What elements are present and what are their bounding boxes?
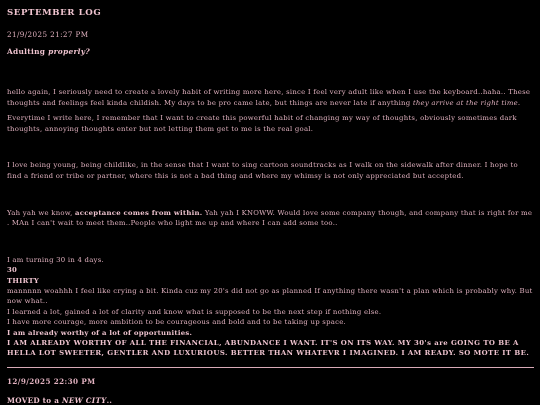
courage-line: I have more courage, more ambition to be courageous and bold and to be taking up space.: [7, 318, 346, 327]
log-entry: [7, 30, 533, 359]
entry-heading-prefix: Adulting: [7, 47, 49, 56]
entry-heading: [7, 396, 533, 405]
abundance-affirmation: I AM ALREADY WORTHY OF ALL THE FINANCIAL, ABUNDANCE I WANT. IT'S ON ITS WAY. MY 30's are GOING TO BE A HELLA LOT SWEETER, GENTLER AND LUXURIOUS. BETTER THAN WHATEVR I IMAGINED. I AM READY. SO MOTE IT BE.: [7, 339, 530, 358]
log-page: [7, 8, 533, 405]
paragraph-1-text: hello again, I seriously need to create a lovely habit of writing more here, since I feel very adult like when I use the keyboard..haha.. These thoughts and feelings feel kinda childish. My days to be pro came late, but things are never late if anything: [7, 88, 531, 107]
entry-paragraph-4: [7, 208, 533, 229]
thirty-word: THIRTY: [7, 276, 40, 285]
entry-heading: [7, 47, 533, 56]
learned-line: I learned a lot, gained a lot of clarity and know what is supposed to be the next step if nothing else.: [7, 307, 382, 316]
moved-emphasis: NEW CITY: [61, 395, 107, 405]
entry-paragraph-2: Everytime I write here, I remember that I want to create this powerful habit of changing my way of thoughts, obviously sometimes dark thoughts, annoying thoughts enter but not letting them get to me is the real goal.: [7, 114, 517, 133]
entry-heading-emphasis: properly?: [48, 47, 91, 56]
entry-date: 21/9/2025 21:27 PM: [7, 30, 89, 39]
entry-divider: [7, 367, 534, 368]
paragraph-4-post: Yah yah I KNOWW. Would love some company though, and company that is right for me . MAn I can't wait to meet them..People who light me up and where I can add some too..: [7, 208, 533, 228]
worthy-line: I am already worthy of a lot of opportunities.: [7, 328, 193, 337]
moved-prefix: MOVED to a: [7, 395, 62, 405]
log-entry: [7, 377, 533, 405]
moved-suffix: ..: [106, 395, 113, 405]
entry-paragraph-3: I love being young, being childlike, in the sense that I want to sing cartoon soundtracks as I walk on the sidewalk after dinner. I hope to find a friend or tribe or partner, where this is not a bad thing and where my whimsy is not only appreciated but accepted.: [7, 161, 518, 180]
paragraph-4-pre: Yah yah we know,: [7, 208, 76, 217]
thirty-number: 30: [7, 266, 18, 275]
page-title: SEPTEMBER LOG: [7, 8, 102, 18]
turning-line: I am turning 30 in 4 days.: [7, 255, 104, 264]
crying-line: mannnnn woahhh I feel like crying a bit. Kinda cuz my 20's did not go as planned If anything there wasn't a plan which is probably why. But now what..: [7, 286, 533, 306]
paragraph-4-strong: acceptance comes from within.: [75, 208, 203, 217]
entry-paragraph-1: [7, 87, 533, 108]
birthday-block: [7, 255, 533, 359]
paragraph-1-emphasis: they arrive at the right time.: [412, 98, 521, 107]
entry-date: 12/9/2025 22:30 PM: [7, 376, 96, 386]
